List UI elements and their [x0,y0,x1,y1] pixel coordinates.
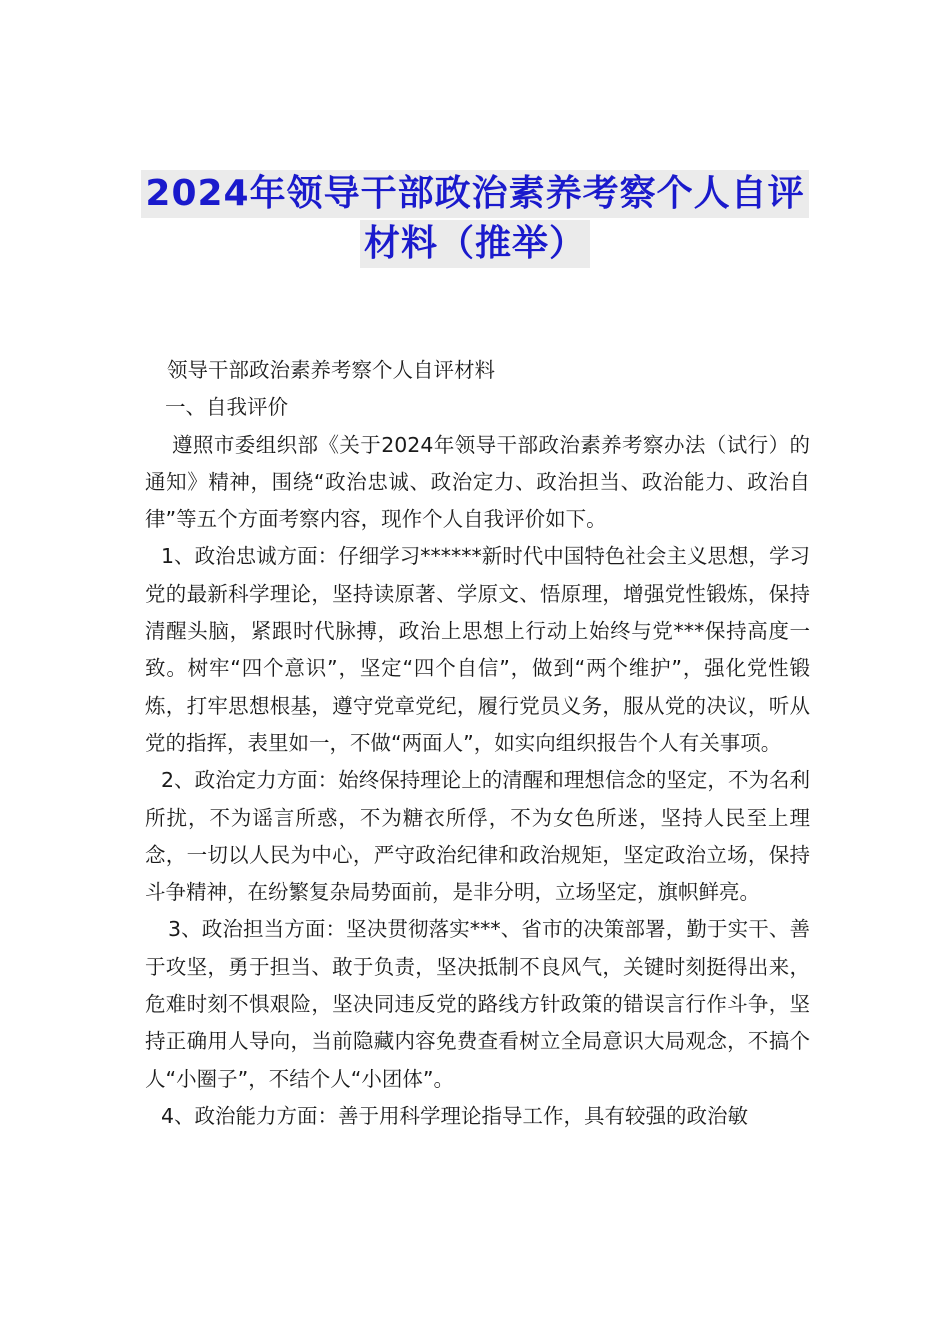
document-title [0,170,950,270]
item-3-paragraph: 3、政治担当方面：坚决贯彻落实***、省市的决策部署，勤于实干、善于攻坚，勇于担当、敢于负责，坚决抵制不良风气，关键时刻挺得出来，危难时刻不惧艰险，坚决同违反党的路线方针政策的错误言行作斗争，坚持正确用人导向，当前隐藏内容免费查看树立全局意识大局观念，不搞个人“小圈子”，不结个人“小团体”。 [145,917,810,1091]
title-line-2: 材料（推举） [360,220,590,268]
title-line-1: 2024年领导干部政治素养考察个人自评 [141,170,808,218]
document-body [145,352,810,1135]
item-4-paragraph: 4、政治能力方面：善于用科学理论指导工作，具有较强的政治敏 [161,1103,749,1128]
item-2-paragraph: 2、政治定力方面：始终保持理论上的清醒和理想信念的坚定，不为名利所扰，不为谣言所惑，不为糖衣所俘，不为女色所迷，坚持人民至上理念，一切以人民为中心，严守政治纪律和政治规矩，坚定政治立场，保持斗争精神，在纷繁复杂局势面前，是非分明，立场坚定，旗帜鲜亮。 [145,768,810,905]
item-1-paragraph: 1、政治忠诚方面：仔细学习******新时代中国特色社会主义思想，学习党的最新科学理论，坚持读原著、学原文、悟原理，增强党性锻炼，保持清醒头脑，紧跟时代脉搏，政治上思想上行动上始终与党***保持高度一致。树牢“四个意识”，坚定“四个自信”，做到“两个维护”，强化党性锻炼，打牢思想根基，遵守党章党纪，履行党员义务，服从党的决议，听从党的指挥，表里如一，不做“两面人”，如实向组织报告个人有关事项。 [145,544,810,755]
document-subtitle: 领导干部政治素养考察个人自评材料 [167,358,495,382]
section-heading: 一、自我评价 [165,395,288,420]
intro-paragraph: 遵照市委组织部《关于2024年领导干部政治素养考察办法（试行）的通知》精神，围绕“政治忠诚、政治定力、政治担当、政治能力、政治自律”等五个方面考察内容，现作个人自我评价如下。 [145,432,810,532]
